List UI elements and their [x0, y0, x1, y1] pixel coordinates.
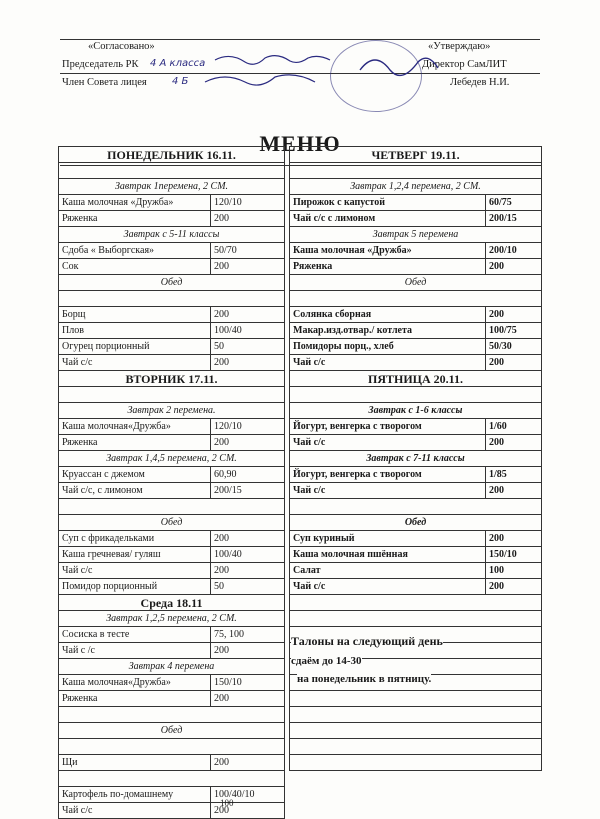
- menu-item: Чай с/с с лимоном: [290, 211, 486, 227]
- portion: 200: [486, 259, 542, 275]
- menu-item: Ряженка: [59, 435, 211, 451]
- portion: 100/40: [211, 547, 285, 563]
- portion: 200: [211, 803, 285, 819]
- menu-item: Ряженка: [59, 691, 211, 707]
- menu-item: Чай с/с: [59, 355, 211, 371]
- menu-item: Круассан с джемом: [59, 467, 211, 483]
- portion: 200: [486, 579, 542, 595]
- breakfast-1-monday: Завтрак 1перемена, 2 СМ.: [59, 179, 285, 195]
- menu-item: Чай с/с: [290, 579, 486, 595]
- portion: 50: [211, 579, 285, 595]
- portion: 60,90: [211, 467, 285, 483]
- portion: 200: [211, 355, 285, 371]
- menu-item: Плов: [59, 323, 211, 339]
- menu-item: Йогурт, венгерка с творогом: [290, 467, 486, 483]
- menu-item: Пирожок с капустой: [290, 195, 486, 211]
- menu-item: Каша гречневая/ гуляш: [59, 547, 211, 563]
- portion: 200: [486, 355, 542, 371]
- lunch-wednesday: Обед: [59, 723, 285, 739]
- lunch-friday: Обед: [290, 515, 542, 531]
- menu-item: Каша молочная«Дружба»: [59, 675, 211, 691]
- menu-item: Каша молочная«Дружба»: [59, 419, 211, 435]
- council-label: Член Совета лицея: [62, 77, 147, 88]
- breakfast-1-tuesday: Завтрак 2 перемена.: [59, 403, 285, 419]
- menu-item: Сосиска в тесте: [59, 627, 211, 643]
- portion: 75, 100: [211, 627, 285, 643]
- menu-item: Чай с/с: [59, 563, 211, 579]
- menu-item: Каша молочная пшённая: [290, 547, 486, 563]
- menu-item: Борщ: [59, 307, 211, 323]
- menu-item: Салат: [290, 563, 486, 579]
- portion: 120/10: [211, 419, 285, 435]
- portion: 1/60: [486, 419, 542, 435]
- portion: 200: [211, 755, 285, 771]
- portion: 150/10: [211, 675, 285, 691]
- portion: 200/10: [486, 243, 542, 259]
- menu-item: Каша молочная «Дружба»: [290, 243, 486, 259]
- menu-item: Каша молочная «Дружба»: [59, 195, 211, 211]
- portion: 100/40: [211, 323, 285, 339]
- breakfast-1-wednesday: Завтрак 1,2,5 перемена, 2 СМ.: [59, 611, 285, 627]
- day-header-wednesday: Среда 18.11: [59, 595, 285, 611]
- breakfast-2-monday: Завтрак с 5-11 классы: [59, 227, 285, 243]
- portion: 200: [211, 691, 285, 707]
- menu-item: Чай с /с: [59, 643, 211, 659]
- chair-signature: 4 А класса: [150, 58, 206, 69]
- left-column-table: [58, 146, 285, 819]
- day-header-monday: ПОНЕДЕЛЬНИК 16.11.: [59, 147, 285, 163]
- stamp-seal: [330, 40, 422, 112]
- council-signature: 4 Б: [172, 76, 189, 87]
- menu-item: Щи: [59, 755, 211, 771]
- portion: 1/85: [486, 467, 542, 483]
- chair-label: Председатель РК: [62, 59, 139, 70]
- portion: 200: [486, 483, 542, 499]
- lunch-tuesday: Обед: [59, 515, 285, 531]
- breakfast-2-friday: Завтрак с 7-11 классы: [290, 451, 542, 467]
- note-line-1: Талоны на следующий день: [291, 634, 443, 648]
- portion: 200: [211, 307, 285, 323]
- breakfast-1-thursday: Завтрак 1,2,4 перемена, 2 СМ.: [290, 179, 542, 195]
- signature-scribbles: [0, 0, 600, 130]
- director-label: Директор СамЛИТ: [422, 59, 507, 70]
- director-name: Лебедев Н.И.: [450, 77, 510, 88]
- menu-item: Чай с/с: [59, 803, 211, 819]
- portion: 200: [211, 259, 285, 275]
- approve-label: «Утверждаю»: [428, 41, 491, 52]
- menu-item: Чай с/с: [290, 435, 486, 451]
- menu-item: Йогурт, венгерка с творогом: [290, 419, 486, 435]
- menu-item: Помидор порционный: [59, 579, 211, 595]
- menu-item: Чай с/с, с лимоном: [59, 483, 211, 499]
- note-line-2: сдаём до 14-30: [291, 655, 362, 667]
- portion: 50: [211, 339, 285, 355]
- portion: 200: [211, 435, 285, 451]
- portion: 200: [211, 211, 285, 227]
- day-header-friday: ПЯТНИЦА 20.11.: [290, 371, 542, 387]
- agreed-label: «Согласовано»: [88, 41, 155, 52]
- breakfast-1-friday: Завтрак с 1-6 классы: [290, 403, 542, 419]
- menu-item: Помидоры порц., хлеб: [290, 339, 486, 355]
- menu-item: Ряженка: [59, 211, 211, 227]
- footer-partial-value: 100: [220, 798, 234, 808]
- portion: 60/75: [486, 195, 542, 211]
- portion: 150/10: [486, 547, 542, 563]
- menu-item: Сдоба « Выборгская»: [59, 243, 211, 259]
- menu-item: Сок: [59, 259, 211, 275]
- breakfast-2-wednesday: Завтрак 4 перемена: [59, 659, 285, 675]
- breakfast-2-thursday: Завтрак 5 перемена: [290, 227, 542, 243]
- lunch-thursday: Обед: [290, 275, 542, 291]
- menu-item: Чай с/с: [290, 355, 486, 371]
- portion: 120/10: [211, 195, 285, 211]
- portion: 200/15: [486, 211, 542, 227]
- page-title: МЕНЮ: [259, 131, 341, 156]
- menu-item: Суп куриный: [290, 531, 486, 547]
- portion: 200: [211, 643, 285, 659]
- portion: 200: [211, 531, 285, 547]
- menu-item: Огурец порционный: [59, 339, 211, 355]
- portion: 100/75: [486, 323, 542, 339]
- menu-item: Макар.изд.отвар./ котлета: [290, 323, 486, 339]
- menu-item: Солянка сборная: [290, 307, 486, 323]
- day-header-thursday: ЧЕТВЕРГ 19.11.: [290, 147, 542, 163]
- portion: 50/30: [486, 339, 542, 355]
- note-line-3: на понедельник в пятницу.: [297, 673, 432, 685]
- portion: 200: [211, 563, 285, 579]
- portion: 100: [486, 563, 542, 579]
- portion: 50/70: [211, 243, 285, 259]
- lunch-monday: Обед: [59, 275, 285, 291]
- portion: 200: [486, 435, 542, 451]
- portion: 200/15: [211, 483, 285, 499]
- menu-item: Чай с/с: [290, 483, 486, 499]
- portion: 100/40/10: [211, 787, 285, 803]
- menu-item: Ряженка: [290, 259, 486, 275]
- portion: 200: [486, 307, 542, 323]
- day-header-tuesday: ВТОРНИК 17.11.: [59, 371, 285, 387]
- breakfast-2-tuesday: Завтрак 1,4,5 перемена, 2 СМ.: [59, 451, 285, 467]
- menu-item: Картофель по-домашнему: [59, 787, 211, 803]
- portion: 200: [486, 531, 542, 547]
- menu-item: Суп с фрикадельками: [59, 531, 211, 547]
